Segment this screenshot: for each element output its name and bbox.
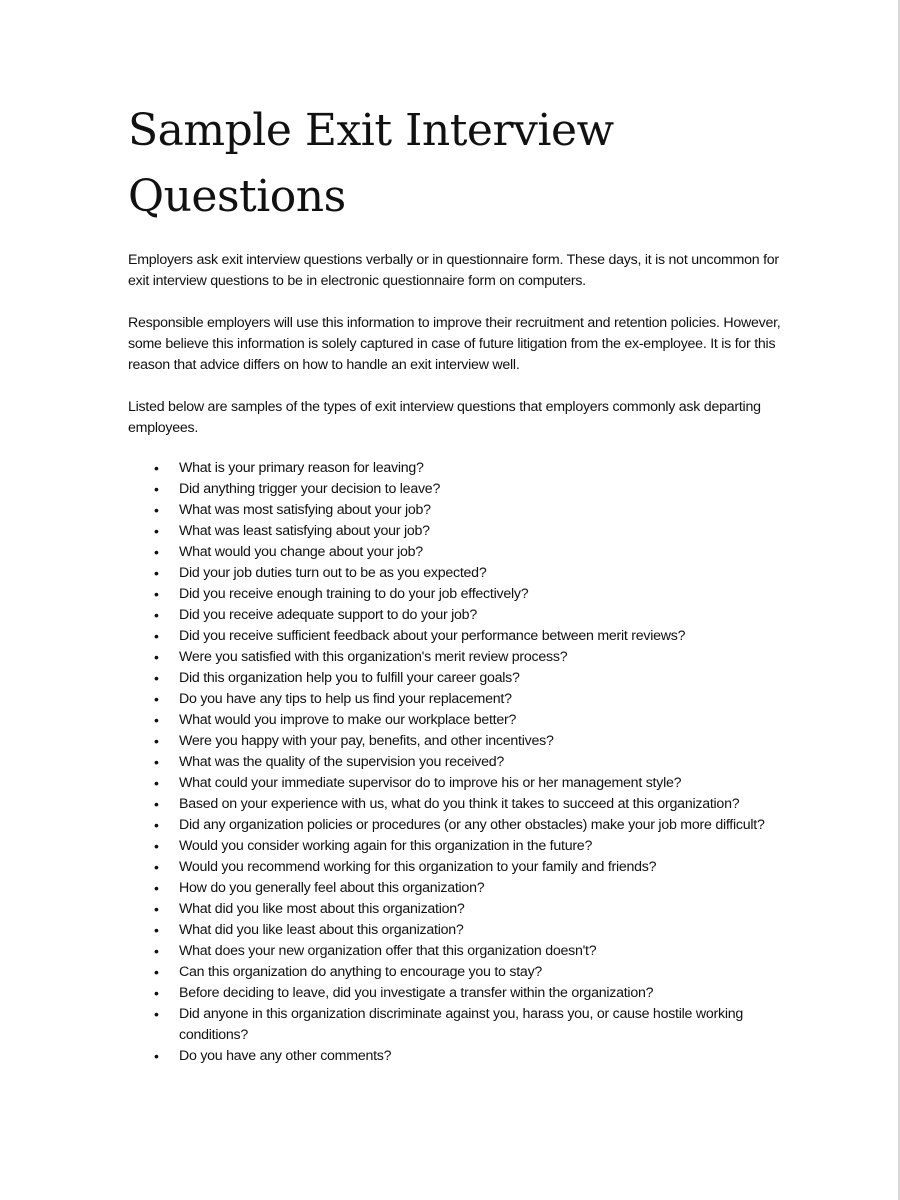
bullet-icon: • [154, 523, 159, 539]
question-item [128, 500, 788, 521]
question-text: What was most satisfying about your job? [179, 502, 431, 518]
question-item [128, 857, 788, 878]
question-text: Would you consider working again for this organization in the future? [179, 838, 593, 854]
question-item [128, 752, 788, 773]
bullet-icon: • [154, 628, 159, 644]
question-text: What is your primary reason for leaving? [179, 460, 424, 476]
bullet-icon: • [154, 481, 159, 497]
question-text: What would you change about your job? [179, 544, 423, 560]
bullet-icon: • [154, 460, 159, 476]
question-text: Did anything trigger your decision to leave? [179, 481, 441, 497]
question-text: Do you have any tips to help us find your replacement? [179, 691, 512, 707]
question-item [128, 878, 788, 899]
question-text: What does your new organization offer that this organization doesn't? [179, 943, 597, 959]
question-text: Did your job duties turn out to be as you expected? [179, 565, 487, 581]
question-text: Did this organization help you to fulfill your career goals? [179, 670, 520, 686]
question-item [128, 605, 788, 626]
list-intro-paragraph: Listed below are samples of the types of exit interview questions that employers commonly ask departing employees. [128, 399, 761, 436]
document-title [128, 98, 828, 230]
bullet-icon: • [154, 670, 159, 686]
question-item [128, 668, 788, 689]
question-text: Did you receive sufficient feedback about your performance between merit reviews? [179, 628, 686, 644]
question-text: Before deciding to leave, did you investigate a transfer within the organization? [179, 985, 654, 1001]
question-item [128, 521, 788, 542]
bullet-icon: • [154, 565, 159, 581]
question-item [128, 1046, 788, 1067]
bullet-icon: • [154, 985, 159, 1001]
bullet-icon: • [154, 901, 159, 917]
question-item [128, 983, 788, 1004]
bullet-icon: • [154, 733, 159, 749]
question-item [128, 542, 788, 563]
question-item [128, 479, 788, 500]
question-list [128, 458, 788, 1067]
question-text: Were you satisfied with this organization's merit review process? [179, 649, 568, 665]
question-text: Were you happy with your pay, benefits, and other incentives? [179, 733, 554, 749]
bullet-icon: • [154, 880, 159, 896]
bullet-icon: • [154, 796, 159, 812]
bullet-icon: • [154, 712, 159, 728]
question-text: Did any organization policies or procedures (or any other obstacles) make your job more difficult? [179, 817, 765, 833]
bullet-icon: • [154, 502, 159, 518]
question-text: What was the quality of the supervision you received? [179, 754, 505, 770]
bullet-icon: • [154, 607, 159, 623]
question-text: Can this organization do anything to encourage you to stay? [179, 964, 543, 980]
question-text: How do you generally feel about this organization? [179, 880, 485, 896]
bullet-icon: • [154, 775, 159, 791]
question-item [128, 710, 788, 731]
question-item [128, 647, 788, 668]
question-text: What would you improve to make our workplace better? [179, 712, 517, 728]
purpose-paragraph: Responsible employers will use this information to improve their recruitment and retention policies. However, some believe this information is solely captured in case of future litigation from the ex-employee. It is for this reason that advice differs on how to handle an exit interview well. [128, 315, 781, 373]
question-item [128, 731, 788, 752]
question-text: Do you have any other comments? [179, 1048, 392, 1064]
question-text: Based on your experience with us, what do you think it takes to succeed at this organization? [179, 796, 740, 812]
question-item [128, 962, 788, 983]
question-text: What could your immediate supervisor do to improve his or her management style? [179, 775, 682, 791]
question-text: Did anyone in this organization discriminate against you, harass you, or cause hostile working conditions? [179, 1006, 744, 1043]
question-text: What did you like most about this organization? [179, 901, 465, 917]
question-item [128, 899, 788, 920]
bullet-icon: • [154, 586, 159, 602]
question-item [128, 584, 788, 605]
question-text: What was least satisfying about your job? [179, 523, 430, 539]
question-item [128, 626, 788, 647]
bullet-icon: • [154, 859, 159, 875]
bullet-icon: • [154, 544, 159, 560]
question-item [128, 941, 788, 962]
bullet-icon: • [154, 691, 159, 707]
question-item [128, 689, 788, 710]
bullet-icon: • [154, 817, 159, 833]
question-item [128, 920, 788, 941]
bullet-icon: • [154, 649, 159, 665]
title-line-1: Sample Exit Interview [128, 105, 614, 156]
intro-paragraph: Employers ask exit interview questions verbally or in questionnaire form. These days, it is not uncommon for exit interview questions to be in electronic questionnaire form on computers. [128, 252, 779, 289]
bullet-icon: • [154, 964, 159, 980]
question-text: Would you recommend working for this organization to your family and friends? [179, 859, 657, 875]
question-text: What did you like least about this organization? [179, 922, 464, 938]
question-item [128, 836, 788, 857]
bullet-icon: • [154, 1006, 159, 1022]
question-text: Did you receive enough training to do your job effectively? [179, 586, 529, 602]
question-item [128, 458, 788, 479]
bullet-icon: • [154, 1048, 159, 1064]
question-item [128, 815, 788, 836]
question-text: Did you receive adequate support to do your job? [179, 607, 477, 623]
bullet-icon: • [154, 943, 159, 959]
bullet-icon: • [154, 922, 159, 938]
question-item [128, 773, 788, 794]
question-item [128, 1004, 788, 1046]
title-line-2: Questions [128, 171, 346, 222]
question-item [128, 563, 788, 584]
bullet-icon: • [154, 838, 159, 854]
question-item [128, 794, 788, 815]
bullet-icon: • [154, 754, 159, 770]
